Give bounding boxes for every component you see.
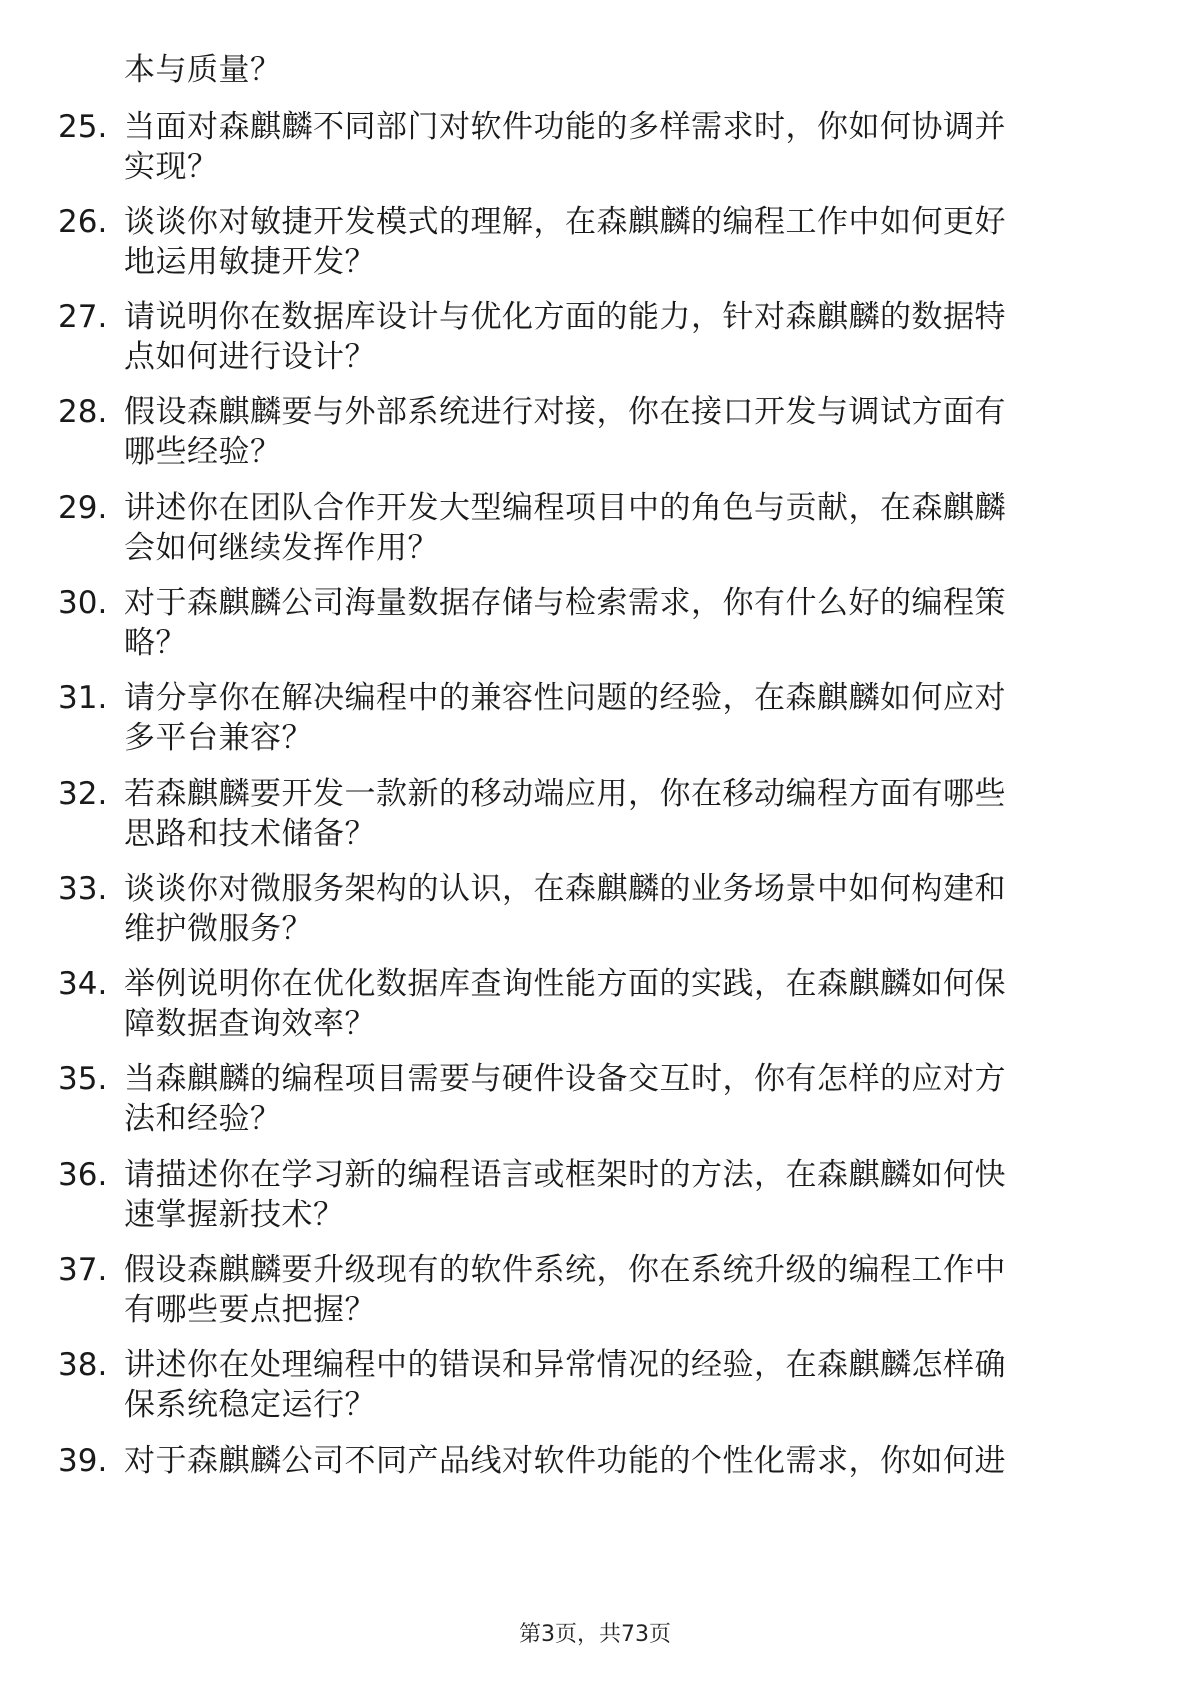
question-number: 35. bbox=[58, 1061, 108, 1097]
question-text-line1: 假设森麒麟要与外部系统进行对接，你在接口开发与调试方面有 bbox=[124, 394, 1006, 430]
question-number: 36. bbox=[58, 1157, 108, 1193]
question-text-line2: 点如何进行设计？ bbox=[124, 339, 376, 375]
question-text-line1: 若森麒麟要开发一款新的移动端应用，你在移动编程方面有哪些 bbox=[124, 776, 1006, 812]
question-text-line2: 速掌握新技术？ bbox=[124, 1197, 345, 1233]
question-text-line1: 对于森麒麟公司不同产品线对软件功能的个性化需求，你如何进 bbox=[124, 1443, 1006, 1479]
question-text-line1: 谈谈你对敏捷开发模式的理解，在森麒麟的编程工作中如何更好 bbox=[124, 204, 1006, 240]
question-text-line2: 略？ bbox=[124, 625, 187, 661]
question-number: 38. bbox=[58, 1347, 108, 1383]
question-number: 30. bbox=[58, 585, 108, 621]
question-text-line1: 谈谈你对微服务架构的认识，在森麒麟的业务场景中如何构建和 bbox=[124, 871, 1006, 907]
question-number: 25. bbox=[58, 109, 108, 145]
question-text-line2: 会如何继续发挥作用？ bbox=[124, 530, 439, 566]
page-footer: 第3页，共73页 bbox=[519, 1622, 671, 1647]
question-number: 33. bbox=[58, 871, 108, 907]
question-number: 37. bbox=[58, 1252, 108, 1288]
question-text-line1: 假设森麒麟要升级现有的软件系统，你在系统升级的编程工作中 bbox=[124, 1252, 1006, 1288]
question-text-line1: 请分享你在解决编程中的兼容性问题的经验，在森麒麟如何应对 bbox=[124, 680, 1006, 716]
question-number: 28. bbox=[58, 394, 108, 430]
question-text-line2: 实现？ bbox=[124, 149, 219, 185]
question-text-line2: 障数据查询效率？ bbox=[124, 1006, 376, 1042]
question-text-line1: 请描述你在学习新的编程语言或框架时的方法，在森麒麟如何快 bbox=[124, 1157, 1006, 1193]
question-text-line2: 多平台兼容？ bbox=[124, 720, 313, 756]
question-text-line2: 维护微服务？ bbox=[124, 911, 313, 947]
question-text-line1: 举例说明你在优化数据库查询性能方面的实践，在森麒麟如何保 bbox=[124, 966, 1006, 1002]
question-number: 29. bbox=[58, 490, 108, 526]
question-text-line1: 讲述你在团队合作开发大型编程项目中的角色与贡献，在森麒麟 bbox=[124, 490, 1006, 526]
question-text-line2: 哪些经验？ bbox=[124, 434, 282, 470]
question-text-line2: 法和经验？ bbox=[124, 1101, 282, 1137]
question-text-line1: 请说明你在数据库设计与优化方面的能力，针对森麒麟的数据特 bbox=[124, 299, 1006, 335]
question-number: 32. bbox=[58, 776, 108, 812]
question-number: 39. bbox=[58, 1443, 108, 1479]
question-text-line1: 讲述你在处理编程中的错误和异常情况的经验，在森麒麟怎样确 bbox=[124, 1347, 1006, 1383]
question-text-line1: 当面对森麒麟不同部门对软件功能的多样需求时，你如何协调并 bbox=[124, 109, 1006, 145]
question-text-line2: 有哪些要点把握？ bbox=[124, 1292, 376, 1328]
question-number: 31. bbox=[58, 680, 108, 716]
question-continuation: 本与质量？ bbox=[124, 52, 282, 88]
question-number: 27. bbox=[58, 299, 108, 335]
question-text-line1: 当森麒麟的编程项目需要与硬件设备交互时，你有怎样的应对方 bbox=[124, 1061, 1006, 1097]
question-number: 26. bbox=[58, 204, 108, 240]
question-text-line1: 对于森麒麟公司海量数据存储与检索需求，你有什么好的编程策 bbox=[124, 585, 1006, 621]
question-text-line2: 思路和技术储备？ bbox=[124, 816, 376, 852]
question-text-line2: 保系统稳定运行？ bbox=[124, 1387, 376, 1423]
question-number: 34. bbox=[58, 966, 108, 1002]
question-text-line2: 地运用敏捷开发？ bbox=[124, 244, 376, 280]
